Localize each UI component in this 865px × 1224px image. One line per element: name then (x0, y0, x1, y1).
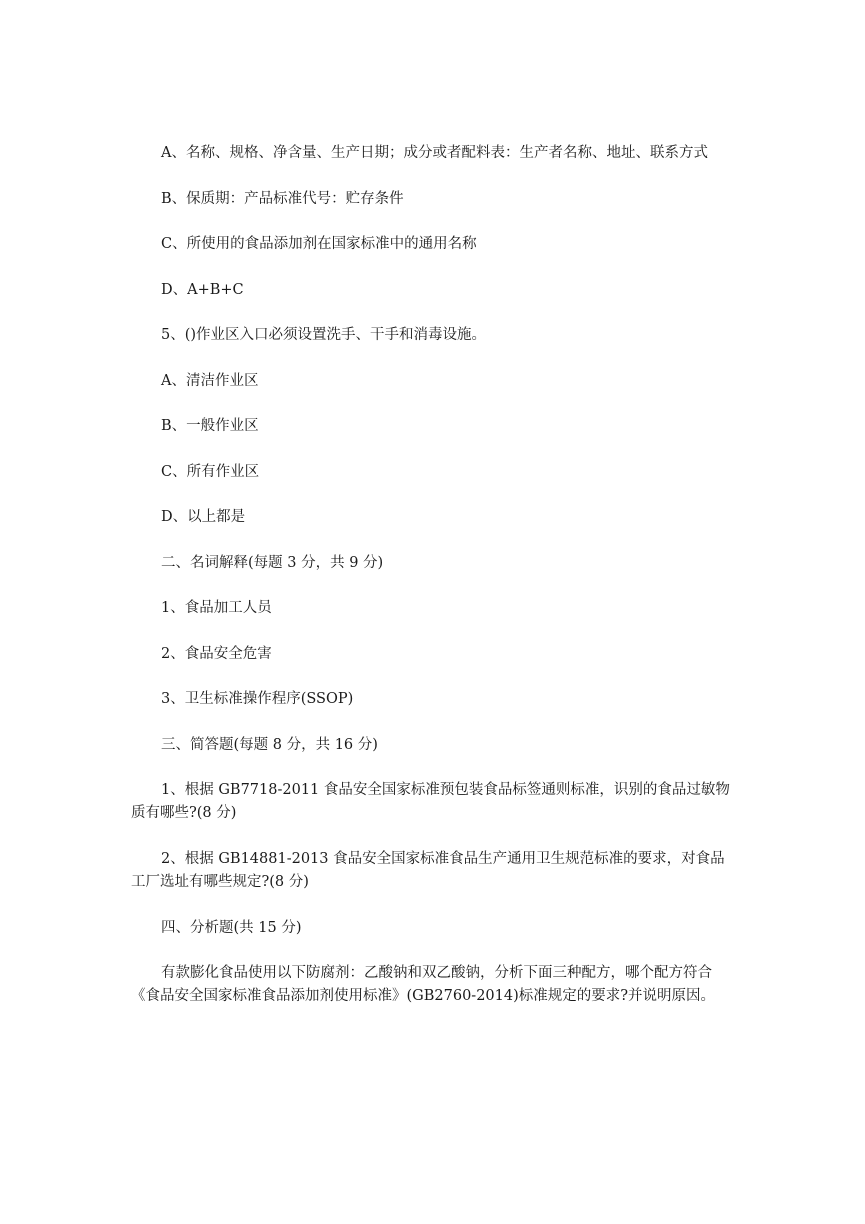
option-c-additive-name: C、所使用的食品添加剂在国家标准中的通用名称 (161, 235, 477, 252)
short-answer-1: 1、根据 GB7718-2011 食品安全国家标准预包装食品标签通则标准，识别的食品过敏物质有哪些?(8 分) (131, 781, 730, 821)
option-d-all: D、A+B+C (161, 281, 244, 298)
section-3-heading: 三、简答题(每题 8 分，共 16 分) (161, 736, 378, 753)
section-4-heading: 四、分析题(共 15 分) (161, 919, 302, 936)
question-5: 5、()作业区入口必须设置洗手、干手和消毒设施。 (161, 326, 487, 343)
q5-option-c: C、所有作业区 (161, 463, 260, 480)
term-3: 3、卫生标准操作程序(SSOP) (161, 690, 354, 707)
term-1: 1、食品加工人员 (161, 599, 272, 616)
option-a-label-contents: A、名称、规格、净含量、生产日期；成分或者配料表：生产者名称、地址、联系方式 (161, 144, 708, 161)
option-b-shelf-life: B、保质期：产品标准代号：贮存条件 (161, 190, 404, 207)
q5-option-a: A、清洁作业区 (161, 372, 259, 389)
short-answer-2: 2、根据 GB14881-2013 食品安全国家标准食品生产通用卫生规范标准的要求，对食品工厂选址有哪些规定?(8 分) (131, 850, 725, 890)
section-2-heading: 二、名词解释(每题 3 分，共 9 分) (161, 554, 384, 571)
q5-option-d: D、以上都是 (161, 508, 246, 525)
term-2: 2、食品安全危害 (161, 645, 272, 662)
analysis-question: 有款膨化食品使用以下防腐剂：乙酸钠和双乙酸钠，分析下面三种配方，哪个配方符合《食品安全国家标准食品添加剂使用标准》(GB2760-2014)标准规定的要求?并说明原因。 (131, 964, 716, 1004)
q5-option-b: B、一般作业区 (161, 417, 259, 434)
